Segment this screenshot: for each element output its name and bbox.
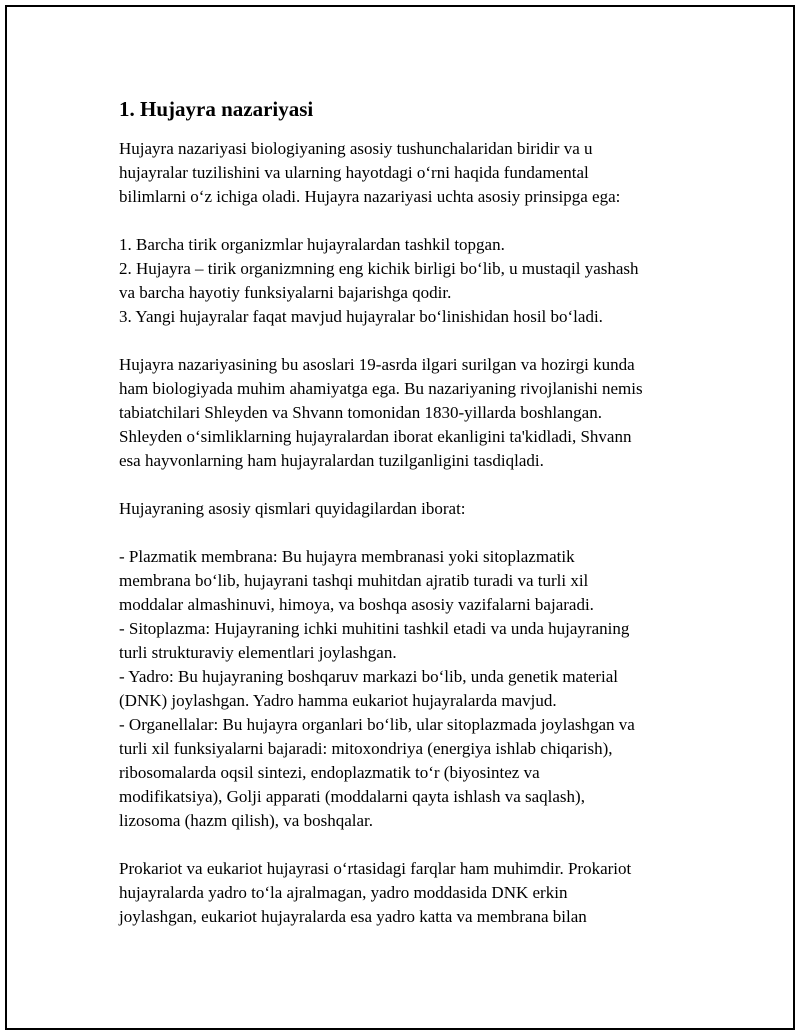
paragraph [119,857,709,929]
document-body [119,95,709,929]
section-heading: 1. Hujayra nazariyasi [119,97,314,121]
text-blocks [119,137,709,929]
text-line: Prokariot va eukariot hujayrasi o‘rtasidagi farqlar ham muhimdir. Prokariot [119,859,632,878]
list-line: membrana bo‘lib, hujayrani tashqi muhitdan ajratib turadi va turli xil [119,571,589,590]
list-line: va barcha hayotiy funksiyalarni bajarishga qodir. [119,283,452,302]
text-line: hujayralar tuzilishini va ularning hayotdagi o‘rni haqida fundamental [119,163,589,182]
list-line: ribosomalarda oqsil sintezi, endoplazmatik to‘r (biyosintez va [119,763,540,782]
paragraph-gap [119,521,709,545]
list-block [119,233,709,329]
list-line: turli xil funksiyalarni bajaradi: mitoxondriya (energiya ishlab chiqarish), [119,739,613,758]
text-line: ham biologiyada muhim ahamiyatga ega. Bu nazariyaning rivojlanishi nemis [119,379,643,398]
text-line: Hujayra nazariyasining bu asoslari 19-asrda ilgari surilgan va hozirgi kunda [119,355,635,374]
paragraph [119,137,709,209]
text-line: Shleyden o‘simliklarning hujayralardan iborat ekanligini ta'kidladi, Shvann [119,427,632,446]
paragraph [119,353,709,473]
list-line: moddalar almashinuvi, himoya, va boshqa asosiy vazifalarni bajaradi. [119,595,594,614]
text-line: bilimlarni o‘z ichiga oladi. Hujayra nazariyasi uchta asosiy prinsipga ega: [119,187,621,206]
list-line: - Organellalar: Bu hujayra organlari bo‘lib, ular sitoplazmada joylashgan va [119,715,635,734]
page-frame [5,5,795,1030]
list-block [119,545,709,833]
paragraph-gap [119,833,709,857]
text-line: esa hayvonlarning ham hujayralardan tuzilganligini tasdiqladi. [119,451,544,470]
text-line: Hujayraning asosiy qismlari quyidagilardan iborat: [119,499,466,518]
list-line: lizosoma (hazm qilish), va boshqalar. [119,811,373,830]
list-line: (DNK) joylashgan. Yadro hamma eukariot hujayralarda mavjud. [119,691,557,710]
text-line: tabiatchilari Shleyden va Shvann tomonidan 1830-yillarda boshlangan. [119,403,602,422]
text-line: hujayralarda yadro to‘la ajralmagan, yadro moddasida DNK erkin [119,883,568,902]
list-line: 1. Barcha tirik organizmlar hujayralardan tashkil topgan. [119,235,505,254]
text-line: Hujayra nazariyasi biologiyaning asosiy tushunchalaridan biridir va u [119,139,593,158]
list-line: - Plazmatik membrana: Bu hujayra membranasi yoki sitoplazmatik [119,547,575,566]
list-line: 3. Yangi hujayralar faqat mavjud hujayralar bo‘linishidan hosil bo‘ladi. [119,307,603,326]
paragraph-gap [119,329,709,353]
text-line: joylashgan, eukariot hujayralarda esa yadro katta va membrana bilan [119,907,587,926]
list-line: 2. Hujayra – tirik organizmning eng kichik birligi bo‘lib, u mustaqil yashash [119,259,639,278]
list-line: - Yadro: Bu hujayraning boshqaruv markazi bo‘lib, unda genetik material [119,667,619,686]
list-line: turli strukturaviy elementlari joylashgan. [119,643,397,662]
list-line: - Sitoplazma: Hujayraning ichki muhitini tashkil etadi va unda hujayraning [119,619,630,638]
paragraph-gap [119,209,709,233]
paragraph [119,497,709,521]
paragraph-gap [119,473,709,497]
list-line: modifikatsiya), Golji apparati (moddalarni qayta ishlash va saqlash), [119,787,585,806]
